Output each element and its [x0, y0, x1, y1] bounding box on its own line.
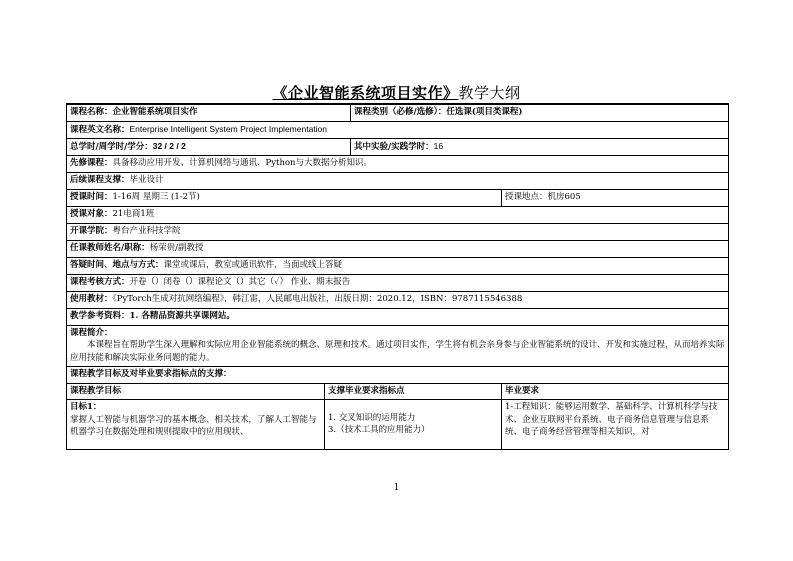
followup-label: 后续课程支撑： — [70, 175, 130, 186]
textbook-label: 使用教材： — [70, 294, 113, 305]
followup-value: 毕业设计 — [129, 175, 164, 186]
syllabus-table — [66, 103, 729, 450]
page-number: 1 — [393, 483, 400, 493]
exam-value: 开卷（）闭卷（）课程论文（）其它（✓） 作业、期末报告 — [129, 277, 351, 288]
lab-hours-value: 16 — [433, 140, 444, 151]
english-name-label: 课程英文名称： — [70, 124, 130, 135]
teacher-label: 任课教师姓名/职称： — [70, 243, 150, 254]
row-intro — [67, 325, 729, 366]
row-teacher — [67, 240, 729, 257]
row-hours — [67, 138, 729, 155]
english-name-value: Enterprise Intelligent System Project Implementation — [129, 123, 327, 134]
audience-label: 授课对象： — [70, 209, 113, 220]
prereq-value: 具备移动应用开发、计算机网络与通讯、Python与大数据分析知识。 — [112, 158, 373, 169]
row-textbook — [67, 291, 729, 308]
title-course-name: 《企业智能系统项目实作》 — [272, 84, 459, 102]
refs-value: 1. 各精品资源共享课网站。 — [129, 311, 235, 322]
col-header-indicators: 支撑毕业要求指标点 — [328, 385, 405, 396]
hours-value: 32 / 2 / 2 — [152, 140, 186, 151]
lab-hours-label: 其中实验/实践学时： — [354, 141, 434, 152]
requirement-text: 1-工程知识：能够运用数学、基础科学、计算机科学与技术、企业互联网平台系统、电子商务信息管理与信息系统、电子商务经营管理等相关知识，对 — [505, 401, 718, 438]
course-name-label: 课程名称： — [70, 107, 113, 118]
goal-text: 掌握人工智能与机器学习的基本概念、相关技术，了解人工智能与机器学习在数据处理和规则提取中的应用现状、 — [70, 414, 317, 438]
exam-label: 课程考核方式： — [70, 277, 130, 288]
title-suffix: 教学大纲 — [458, 84, 521, 102]
row-references — [67, 308, 729, 325]
row-audience — [67, 206, 729, 223]
indicator-2: 3.（技术工具的应用能力） — [328, 425, 430, 436]
college-value: 粤台产业科技学院 — [112, 226, 181, 237]
time-value: 1-16周 星期三 (1-2节) — [112, 192, 200, 203]
objectives-column-headers — [67, 383, 729, 399]
course-type-value: 任选课(项目类课程) — [446, 107, 523, 118]
col-header-requirements: 毕业要求 — [505, 385, 540, 396]
document-title — [0, 82, 793, 103]
qa-value: 课堂或课后，教室或通讯软件，当面或线上答疑 — [163, 260, 343, 271]
prereq-label: 先修课程： — [70, 158, 113, 169]
row-college — [67, 223, 729, 240]
row-objectives-header — [67, 366, 729, 383]
row-followup — [67, 172, 729, 189]
intro-text: 本课程旨在帮助学生深入理解和实际应用企业智能系统的概念、原理和技术。通过项目实作，学生将有机会亲身参与企业智能系统的设计、开发和实施过程，从而培养实际应用技能和解决实际业务问题的能力。 — [70, 340, 725, 363]
place-label: 授课地点： — [505, 192, 548, 203]
time-label: 授课时间： — [70, 192, 113, 203]
objective-row-1 — [67, 399, 729, 449]
row-english-name — [67, 121, 729, 138]
audience-value: 21电商1班 — [112, 209, 155, 220]
course-type-label: 课程类别（必修/选修）： — [354, 107, 447, 118]
goal-title: 目标1： — [70, 401, 102, 412]
college-label: 开课学院： — [70, 226, 113, 237]
col-header-objectives: 课程教学目标 — [70, 385, 122, 396]
place-value: 机房605 — [547, 192, 581, 203]
refs-label: 教学参考资料： — [70, 311, 130, 322]
row-time-place — [67, 189, 729, 206]
intro-label: 课程简介： — [70, 327, 113, 338]
row-exam — [67, 274, 729, 291]
row-course-name — [67, 104, 729, 121]
row-prerequisites — [67, 155, 729, 172]
indicator-1: 1. 交叉知识的运用能力 — [328, 412, 416, 423]
qa-label: 答疑时间、地点与方式： — [70, 260, 164, 271]
row-qa — [67, 257, 729, 274]
course-name-value: 企业智能系统项目实作 — [112, 107, 198, 118]
teacher-value: 杨荣贵/副教授 — [149, 243, 204, 254]
objectives-header: 课程教学目标及对毕业要求指标点的支撑： — [70, 369, 232, 380]
hours-label: 总学时/周学时/学分： — [70, 141, 153, 152]
textbook-value: 《PyTorch生成对抗网络编程》，韩江雷，人民邮电出版社，出版日期：2020.12，ISBN：9787115546388 — [112, 294, 523, 305]
